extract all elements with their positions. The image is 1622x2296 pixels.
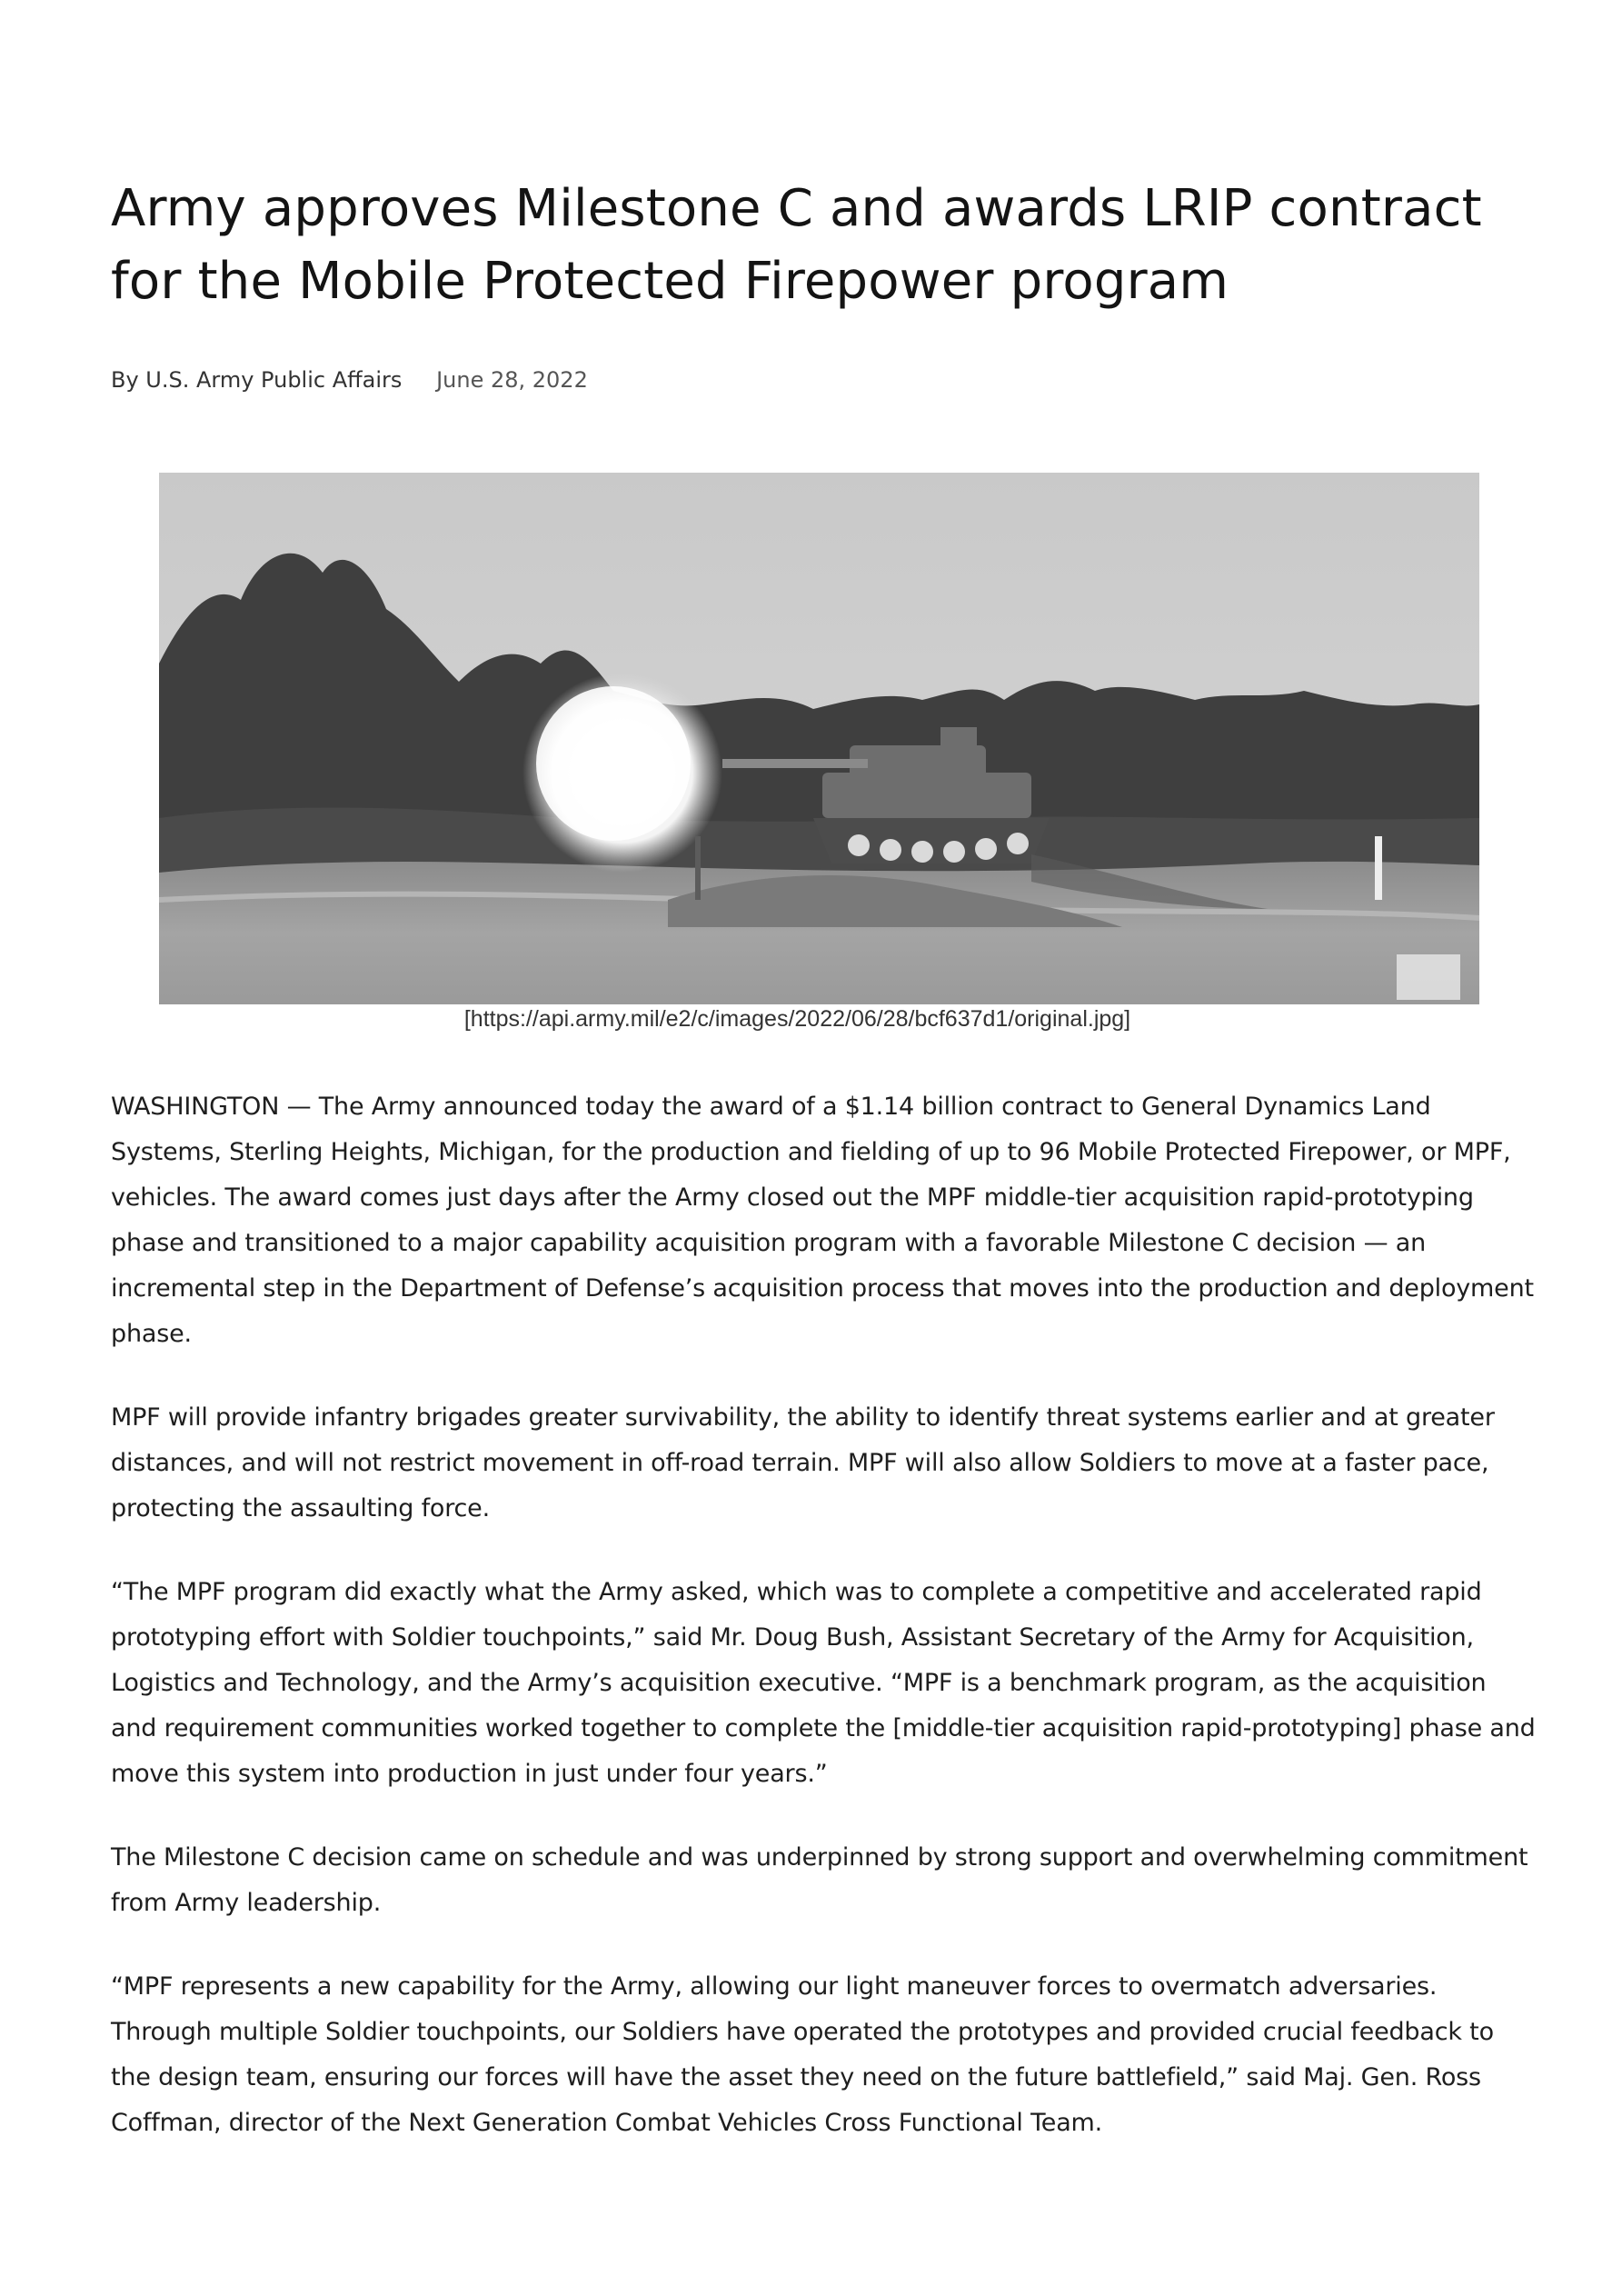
article-header: [111, 173, 1528, 394]
article-body: [111, 1084, 1537, 2184]
paragraph: WASHINGTON — The Army announced today the award of a $1.14 billion contract to General Dynamics Land Systems, Sterling Heights, Michigan, for the production and fielding of up to 96 Mobile Protected Firepower, or MPF, vehicles. The award comes just days after the Army closed out the MPF middle-tier acquisition rapid-prototyping phase and transitioned to a major capability acquisition program with a favorable Milestone C decision — an incremental step in the Department of Defense’s acquisition process that moves into the production and deployment phase.: [111, 1093, 1534, 1348]
article-meta: [111, 365, 1528, 394]
paragraph: “The MPF program did exactly what the Army asked, which was to complete a competitive and accelerated rapid prototyping effort with Soldier touchpoints,” said Mr. Doug Bush, Assistant Secretary of the Army for Acquisition, Logistics and Technology, and the Army’s acquisition executive. “MPF is a benchmark program, as the acquisition and requirement communities worked together to complete the [middle-tier acquisition rapid-prototyping] phase and move this system into production in just under four years.”: [111, 1578, 1536, 1788]
paragraph: “MPF represents a new capability for the Army, allowing our light maneuver forces to overmatch adversaries. Through multiple Soldier touchpoints, our Soldiers have operated the prototypes and provided crucial feedback to the design team, ensuring our forces will have the asset they need on the future battlefield,” said Maj. Gen. Ross Coffman, director of the Next Generation Combat Vehicles Cross Functional Team.: [111, 1972, 1494, 2137]
paragraph: The Milestone C decision came on schedule and was underpinned by strong support and overwhelming commitment from Army leadership.: [111, 1843, 1528, 1917]
article-author[interactable]: By U.S. Army Public Affairs: [111, 367, 403, 393]
image-caption: [0, 1003, 1622, 1035]
paragraph: MPF will provide infantry brigades greater survivability, the ability to identify threat systems earlier and at greater distances, and will not restrict movement in off-road terrain. MPF will also allow Soldiers to move at a faster pace, protecting the assaulting force.: [111, 1403, 1495, 1522]
article-figure: [159, 473, 1479, 1004]
article-title: Army approves Milestone C and awards LRIP contract for the Mobile Protected Firepower program: [111, 179, 1482, 311]
army-vehicle-firing-photo: [159, 473, 1479, 1004]
article-date: June 28, 2022: [436, 367, 588, 393]
image-url[interactable]: [https://api.army.mil/e2/c/images/2022/06/28/bcf637d1/original.jpg]: [463, 1006, 1131, 1032]
